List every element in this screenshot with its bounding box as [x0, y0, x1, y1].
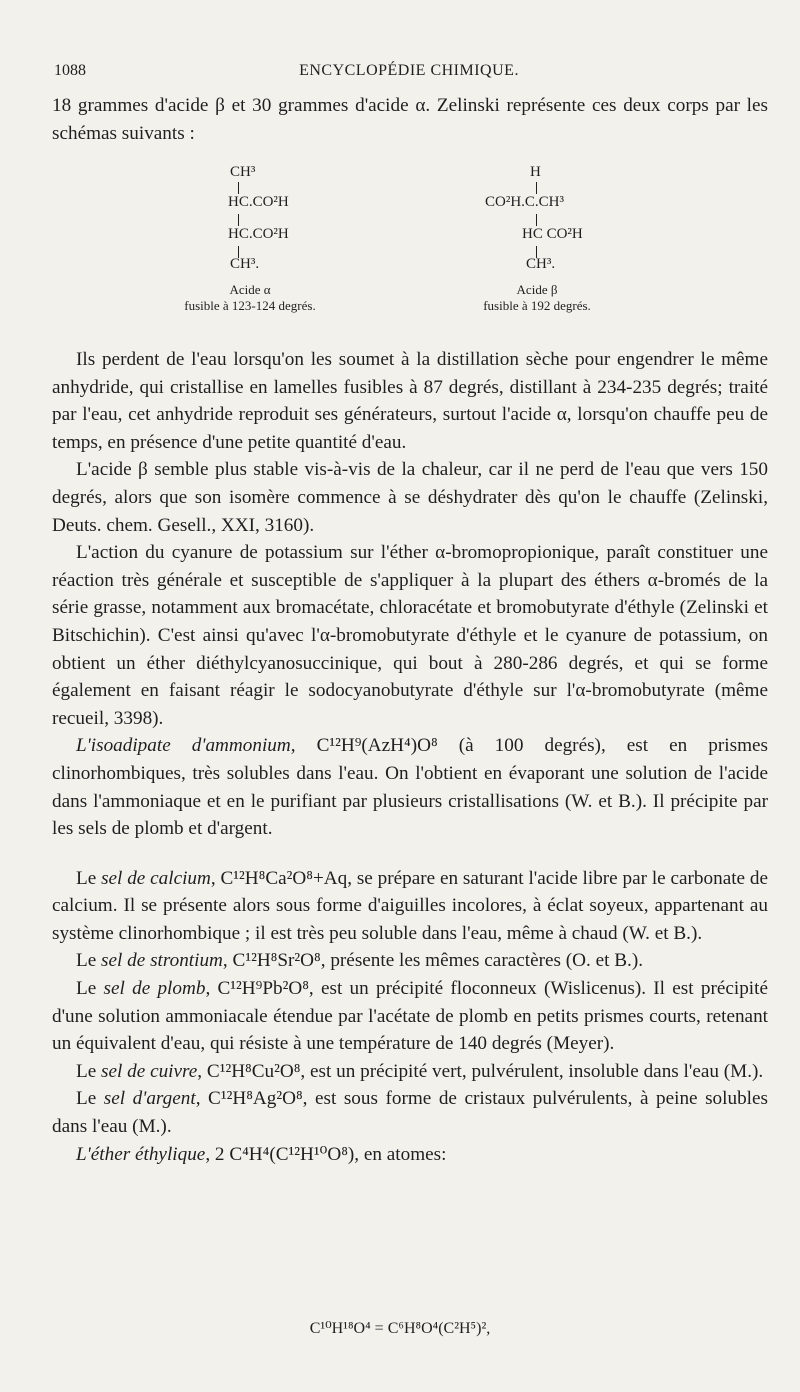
paragraph-1: Ils perdent de l'eau lorsqu'on les soumet à la distillation sèche pour engendrer le même anhydride, qui cristallise en lamelles fusibles à 87 degrés, distillant à 234-235 degrés; traité par l'eau, cet anhydride reproduit ses générateurs, surtout l'acide α, lorsqu'on chauffe peu de temps, en présence d'une petite quantité d'eau.: [52, 349, 768, 453]
beta-name: Acide β: [516, 282, 558, 297]
structural-formulas: [184, 164, 660, 334]
body-text: [52, 346, 768, 1168]
paragraph-9: Le sel d'argent, C¹²H⁸Ag²O⁸, est sous forme de cristaux pulvérulents, à peine solubles dans l'eau (M.).: [52, 1088, 768, 1138]
alpha-name: Acide α: [229, 282, 271, 297]
alpha-line-3: HC.CO²H: [228, 226, 289, 242]
bond-line: [238, 182, 239, 194]
beta-melting-point: fusible à 192 degrés.: [483, 298, 591, 313]
paragraph-7: Le sel de plomb, C¹²H⁹Pb²O⁸, est un précipité floconneux (Wislicenus). Il est précipité d'une solution ammoniacale étendue par l'acétate de plomb en petits prismes courts, retenant un équivalent d'eau, qui résiste à une température de 140 degrés (Meyer).: [52, 978, 768, 1055]
page-header: [54, 62, 764, 86]
alpha-line-2: HC.CO²H: [228, 194, 289, 210]
term-strontium-salt: sel de strontium: [101, 950, 223, 972]
alpha-melting-point: fusible à 123-124 degrés.: [184, 298, 316, 313]
term-silver-salt: sel d'argent: [103, 1088, 196, 1110]
alpha-line-4: CH³.: [230, 256, 260, 272]
paragraph-10: L'éther éthylique, 2 C⁴H⁴(C¹²H¹⁰O⁸), en atomes:: [76, 1143, 447, 1165]
intro-text: 18 grammes d'acide β et 30 grammes d'acide α. Zelinski représente ces deux corps par les schémas suivants :: [52, 95, 768, 144]
term-lead-salt: sel de plomb: [103, 978, 206, 1000]
paragraph-2: L'acide β semble plus stable vis-à-vis de la chaleur, car il ne perd de l'eau que vers 150 degrés, alors que son isomère commence à se déshydrater dès qu'on le chauffe (Zelinski, Deuts. chem. Gesell., XXI, 3160).: [52, 459, 768, 536]
paragraph-5: Le sel de calcium, C¹²H⁸Ca²O⁸+Aq, se prépare en saturant l'acide libre par le carbonate de calcium. Il se présente alors sous forme d'aiguilles incolores, à éclat soyeux, appartenant au système clinorhombique ; il est très peu soluble dans l'eau, même à chaud (W. et B.).: [52, 867, 768, 944]
alpha-line-1: CH³: [230, 164, 256, 180]
term-isoadipate: L'isoadipate d'ammonium: [76, 735, 291, 757]
beta-line-1: H: [530, 164, 541, 180]
paragraph-8: Le sel de cuivre, C¹²H⁸Cu²O⁸, est un précipité vert, pulvérulent, insoluble dans l'eau (M.).: [76, 1060, 764, 1082]
beta-line-4: CH³.: [526, 256, 556, 272]
term-copper-salt: sel de cuivre: [101, 1060, 198, 1082]
running-title: ENCYCLOPÉDIE CHIMIQUE.: [299, 62, 519, 79]
intro-paragraph: [52, 92, 768, 147]
bond-line: [536, 182, 537, 194]
bond-line: [238, 214, 239, 226]
paragraph-3: L'action du cyanure de potassium sur l'éther α-bromopropionique, paraît constituer une réaction très générale et susceptible de s'appliquer à la plupart des éthers α-bromés de la série grasse, notamment aux bromacétate, chloracétate et bromobutyrate d'éthyle (Zelinski et Bitschichin). C'est ainsi qu'avec l'α-bromobutyrate d'éthyle et le cyanure de potassium, on obtient un éther diéthylcyanosuccinique, qui bout à 280-286 degrés, et qui se forme également en faisant réagir le sodocyanobutyrate d'éthyle sur l'α-bromobutyrate (même recueil, 3398).: [52, 542, 768, 729]
equation: C¹⁰H¹⁸O⁴ = C⁶H⁸O⁴(C²H⁵)²,: [309, 1320, 491, 1337]
beta-line-3: HC CO²H: [522, 226, 583, 242]
page-number: 1088: [54, 62, 86, 79]
paragraph-4: L'isoadipate d'ammonium, C¹²H⁹(AzH⁴)O⁸ (à 100 degrés), est en prismes clinorhombiques, très solubles dans l'eau. On l'obtient en évaporant une solution de l'acide dans l'ammoniaque et en le purifiant par plusieurs cristallisations (W. et B.). Il précipite par les sels de plomb et d'argent.: [52, 735, 768, 840]
term-calcium-salt: sel de calcium: [101, 867, 211, 889]
beta-caption: [462, 282, 612, 314]
paragraph-6: Le sel de strontium, C¹²H⁸Sr²O⁸, présente les mêmes caractères (O. et B.).: [76, 950, 644, 972]
bond-line: [536, 214, 537, 226]
alpha-caption: [175, 282, 325, 314]
beta-line-2: CO²H.C.CH³: [485, 194, 565, 210]
term-ethyl-ether: L'éther éthylique: [76, 1143, 206, 1165]
